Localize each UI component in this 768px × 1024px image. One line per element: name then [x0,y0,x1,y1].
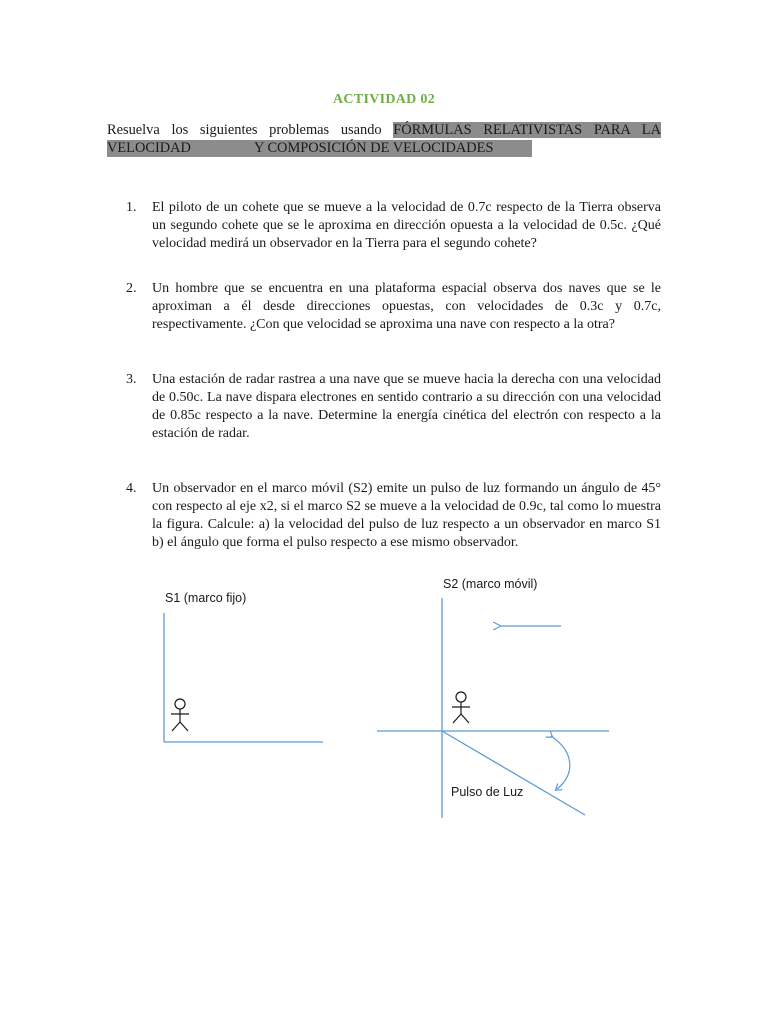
pulse-label: Pulso de Luz [451,785,524,799]
problem-text: Un observador en el marco móvil (S2) emite un pulso de luz formando un ángulo de 45° con respecto al eje x2, si el marco S2 se mueve a la velocidad de 0.9c, tal como lo muestra la figura. Calcule: a) la velocidad del pulso de luz respecto a un observador en marco S1 b) el ángulo que forma el pulso respecto a ese mismo observador. [152,481,661,550]
intro-highlight-a: FÓRMULAS RELATIVISTAS PARA LA [393,122,661,138]
s1-label: S1 (marco fijo) [165,591,247,605]
intro-plain-text: Resuelva los siguientes problemas usando [107,122,382,138]
s2-axes [377,598,609,818]
problem-number: 3. [126,372,137,387]
problem-number: 4. [126,481,137,496]
problem-number: 1. [126,200,137,215]
s2-label: S2 (marco móvil) [443,577,538,591]
light-pulse-line [442,731,585,815]
problem-text: Un hombre que se encuentra en una plataforma espacial observa dos naves que se le aproximan a él desde direcciones opuestas, con velocidades de 0.3c y 0.7c, respectivamente. ¿Con que velocidad se aproxima una nave con respecto a la otra? [152,281,661,332]
stick-figure-icon [452,692,470,723]
problem-text: Una estación de radar rastrea a una nave que se mueve hacia la derecha con una velocidad de 0.50c. La nave dispara electrones en sentido contrario a su dirección con una velocidad de 0.85c respecto a la nave. Determine la energía cinética del electrón con respecto a la estación de radar. [152,372,661,441]
intro-highlight-b2: Y COMPOSICIÓN DE VELOCIDADES [254,140,494,156]
page-title: ACTIVIDAD 02 [333,92,435,107]
stick-figure-icon [171,699,189,731]
intro-highlight-b1: VELOCIDAD [107,140,191,156]
s1-axes [164,613,323,742]
problem-text: El piloto de un cohete que se mueve a la velocidad de 0.7c respecto de la Tierra observa un segundo cohete que se le aproxima en dirección opuesta a la velocidad de 0.5c. ¿Qué velocidad medirá un observador en la Tierra para el segundo cohete? [152,200,661,251]
curved-double-arrow-icon [551,736,570,789]
problem-number: 2. [126,281,137,296]
